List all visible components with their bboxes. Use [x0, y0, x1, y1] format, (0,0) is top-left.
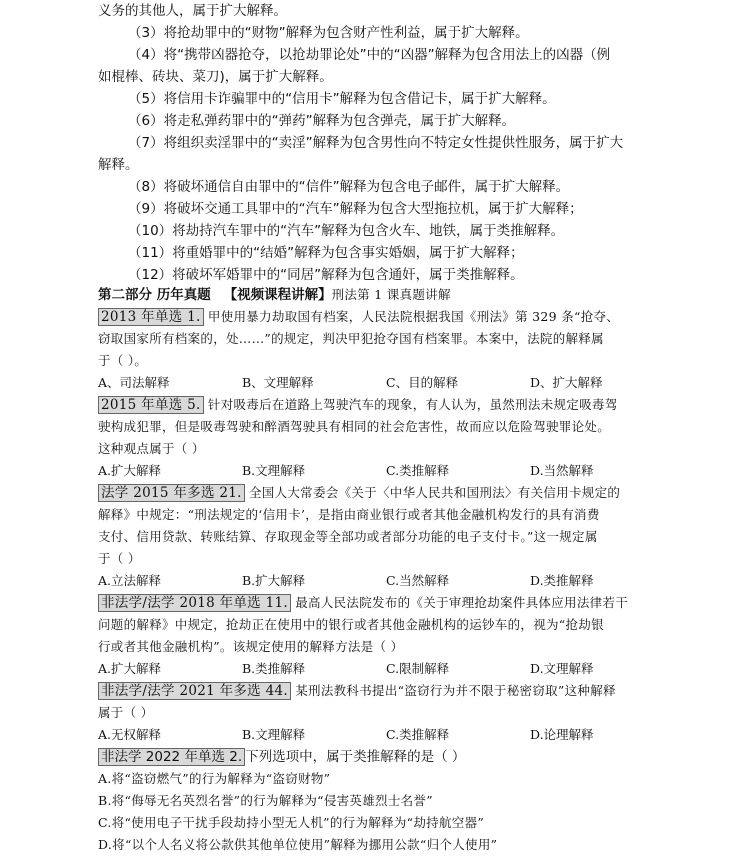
option-c: C.类推解释 [386, 727, 450, 742]
list-item: （5）将信用卡诈骗罪中的“信用卡”解释为包含借记卡，属于扩大解释。 [128, 91, 556, 107]
option-d: D.文理解释 [530, 661, 594, 676]
option-a: A.立法解释 [98, 573, 162, 588]
question-tag: 2015 年单选 5. [98, 396, 204, 414]
list-item: （9）将破坏交通工具罪中的“汽车”解释为包含大型拖拉机，属于扩大解释； [128, 201, 583, 217]
option-d: D.论理解释 [530, 727, 594, 742]
question-text: 问题的解释》中规定，抢劫正在使用中的银行或者其他金融机构的运钞车的，视为“抢劫银 [98, 617, 604, 632]
option-a: A.扩大解释 [98, 463, 162, 478]
option-b: B.扩大解释 [242, 573, 306, 588]
list-item: （12）将破坏军婚罪中的“同居”解释为包含通奸，属于类推解释。 [128, 267, 524, 283]
question-tag: 非法学 2022 年单选 2. [98, 748, 245, 766]
list-item: （7）将组织卖淫罪中的“卖淫”解释为包含男性向不特定女性提供性服务，属于扩大 [128, 135, 624, 151]
option-b: B.类推解释 [242, 661, 306, 676]
option-d: D.将“以个人名义将公款供其他单位使用”解释为挪用公款“归个人使用” [98, 837, 498, 852]
question-text: 这种观点属于（ ） [98, 441, 205, 456]
question-text: 针对吸毒后在道路上驾驶汽车的现象，有人认为，虽然刑法未规定吸毒驾 [203, 397, 618, 412]
option-a: A.将“盗窃燃气”的行为解释为“盗窃财物” [98, 771, 331, 786]
list-item: （10）将劫持汽车罪中的“汽车”解释为包含火车、地铁，属于类推解释。 [128, 223, 565, 239]
question-text: 解释》中规定：“刑法规定的‘信用卡’，是指由商业银行或者其他金融机构发行的具有消费 [98, 507, 600, 522]
question-line [98, 482, 724, 504]
option-a: A、司法解释 [98, 375, 170, 390]
option-c: C.将“使用电子干扰手段劫持小型无人机”的行为解释为“劫持航空器” [98, 815, 485, 830]
option-a: A.无权解释 [98, 727, 162, 742]
question-tag: 2013 年单选 1. [98, 308, 204, 326]
option-a: A.扩大解释 [98, 661, 162, 676]
list-item-continuation: 如棍棒、砖块、菜刀)，属于扩大解释。 [98, 69, 333, 85]
option-c: C.当然解释 [386, 573, 450, 588]
section-heading [98, 284, 724, 306]
question-line [98, 680, 724, 702]
list-item: （3）将抢劫罪中的“财物”解释为包含财产性利益，属于扩大解释。 [128, 25, 529, 41]
question-text: 支付、信用贷款、转账结算、存取现金等全部功或者部分功能的电子支付卡。”这一规定属 [98, 529, 598, 544]
question-text: 驶构成犯罪，但是吸毒驾驶和醉酒驾驶具有相同的社会危害性，故而应以危险驾驶罪论处。 [98, 419, 611, 434]
option-b: B.文理解释 [242, 463, 306, 478]
question-text: 窃取国家所有档案的，处……”的规定，判决甲犯抢夺国有档案罪。本案中，法院的解释属 [98, 331, 604, 346]
option-c: C.类推解释 [386, 463, 450, 478]
option-b: B.将“侮辱无名英烈名誉”的行为解释为“侵害英雄烈士名誉” [98, 793, 433, 808]
question-text: 某刑法教科书提出“盗窃行为并不限于秘密窃取”这种解释 [290, 683, 616, 698]
question-text: 全国人大常委会《关于〈中华人民共和国刑法〉有关信用卡规定的 [244, 485, 621, 500]
question-line [98, 592, 724, 614]
list-item: （6）将走私弹药罪中的“弹药”解释为包含弹壳，属于扩大解释。 [128, 113, 516, 129]
question-text: 于（ ） [98, 551, 141, 566]
question-text: 甲使用暴力劫取国有档案，人民法院根据我国《刑法》第 329 条“抢夺、 [203, 309, 620, 324]
question-text: 行或者其他金融机构”。该规定使用的解释方法是（ ） [98, 639, 404, 654]
question-tag: 非法学/法学 2018 年单选 11. [98, 594, 291, 612]
list-item: （4）将“携带凶器抢夺，以抢劫罪论处”中的“凶器”解释为包含用法上的凶器（例 [128, 47, 611, 63]
option-b: B.文理解释 [242, 727, 306, 742]
video-course-tag: 【视频课程讲解】 [223, 287, 332, 303]
option-d: D.当然解释 [530, 463, 594, 478]
question-line [98, 306, 724, 328]
option-d: D.类推解释 [530, 573, 594, 588]
list-item: （8）将破坏通信自由罪中的“信件”解释为包含电子邮件，属于扩大解释。 [128, 179, 570, 195]
question-text: 最高人民法院发布的《关于审理抢劫案件具体应用法律若干 [290, 595, 629, 610]
option-c: C.限制解释 [386, 661, 450, 676]
list-item-continuation: 解释。 [98, 157, 139, 173]
option-d: D、扩大解释 [530, 375, 603, 390]
question-line [98, 394, 724, 416]
question-tag: 非法学/法学 2021 年多选 44. [98, 682, 291, 700]
option-b: B、文理解释 [242, 375, 314, 390]
paragraph-continuation: 义务的其他人，属于扩大解释。 [98, 3, 287, 19]
question-text: 于（ ）。 [98, 353, 148, 368]
video-course-title: 刑法第 1 课真题讲解 [331, 287, 451, 302]
list-item: （11）将重婚罪中的“结婚”解释为包含事实婚姻，属于扩大解释； [128, 245, 524, 261]
question-text: 下列选项中，属于类推解释的是（ ） [245, 749, 466, 765]
section-title: 第二部分 历年真题 [98, 287, 211, 303]
question-text: 属于（ ） [98, 705, 154, 720]
option-c: C、目的解释 [386, 375, 459, 390]
question-tag: 法学 2015 年多选 21. [98, 484, 245, 502]
question-line [98, 746, 724, 768]
